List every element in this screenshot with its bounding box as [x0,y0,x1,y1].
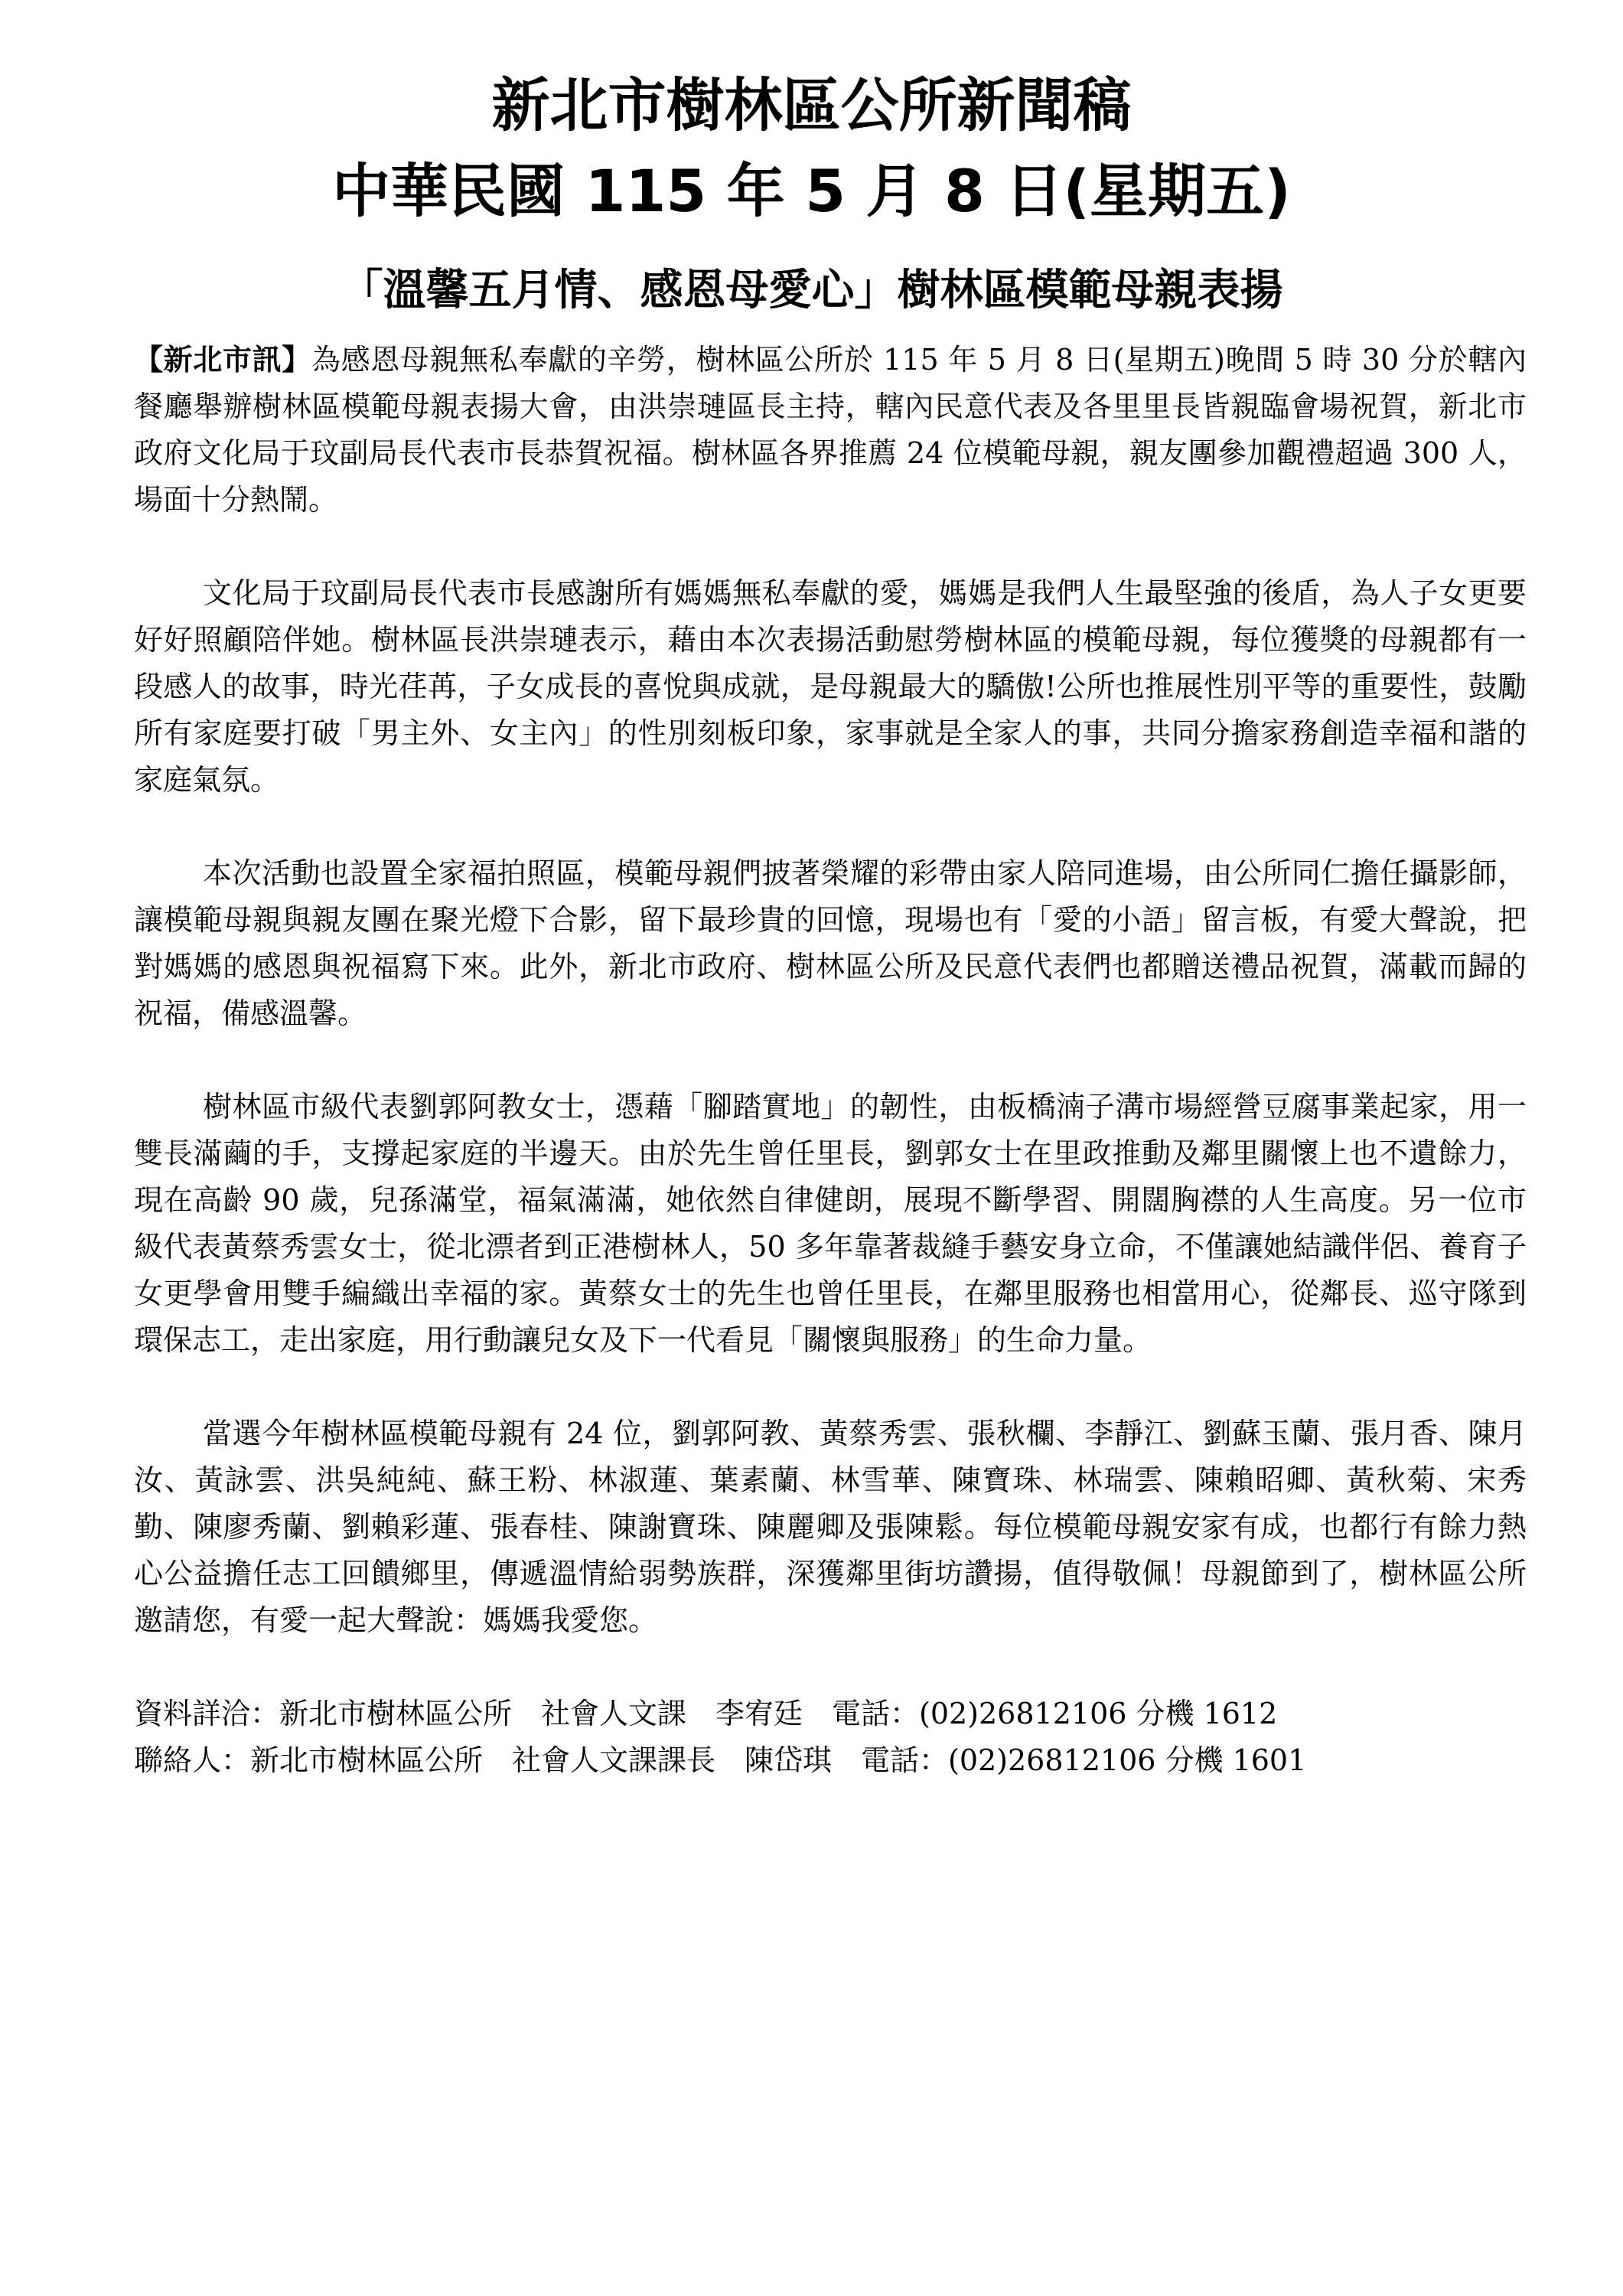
paragraph-4: 樹林區市級代表劉郭阿教女士，憑藉「腳踏實地」的韌性，由板橋湳子溝市場經營豆腐事業起家，用一雙長滿繭的手，支撐起家庭的半邊天。由於先生曾任里長，劉郭女士在里政推動及鄰里關懷上也不遺餘力，現在高齡 90 歲，兒孫滿堂，福氣滿滿，她依然自律健朗，展現不斷學習、開闊胸襟的人生高度。另一位市級代表黃蔡秀雲女士，從北漂者到正港樹林人，50 多年靠著裁縫手藝安身立命，不僅讓她結識伴侶、養育子女更學會用雙手編織出幸福的家。黃蔡女士的先生也曾任里長，在鄰里服務也相當用心，從鄰長、巡守隊到環保志工，走出家庭，用行動讓兒女及下一代看見「關懷與服務」的生命力量。 [134,1090,1527,1357]
contact-info-line: 資料詳洽：新北市樹林區公所 社會人文課 李宥廷 電話：(02)26812106 分機 1612 [134,1697,1278,1730]
article-body [134,337,1527,1784]
contact-block [134,1691,1527,1784]
contact-person-line: 聯絡人：新北市樹林區公所 社會人文課課長 陳岱琪 電話：(02)26812106 分機 1601 [134,1743,1307,1777]
paragraph-1-text: 為感恩母親無私奉獻的辛勞，樹林區公所於 115 年 5 月 8 日(星期五)晚間 5 時 30 分於轄內餐廳舉辦樹林區模範母親表揚大會，由洪崇璉區長主持，轄內民意代表及各里里長皆親臨會場祝賀，新北市政府文化局于玟副局長代表市長恭賀祝福。樹林區各界推薦 24 位模範母親，親友團參加觀禮超過 300 人，場面十分熱鬧。 [134,343,1527,517]
lead-tag: 【新北市訊】 [134,343,311,377]
paragraph-5: 當選今年樹林區模範母親有 24 位，劉郭阿教、黃蔡秀雲、張秋欄、李靜江、劉蘇玉蘭、張月香、陳月汝、黃詠雲、洪吳純純、蘇王粉、林淑蓮、葉素蘭、林雪華、陳寶珠、林瑞雲、陳賴昭卿、黃秋菊、宋秀勤、陳廖秀蘭、劉賴彩蓮、張春桂、陳謝寶珠、陳麗卿及張陳鬆。每位模範母親安家有成，也都行有餘力熱心公益擔任志工回饋鄉里，傳遞溫情給弱勢族群，深獲鄰里街坊讚揚，值得敬佩！母親節到了，樹林區公所邀請您，有愛一起大聲說：媽媽我愛您。 [134,1417,1527,1637]
paragraph-1 [134,337,1527,523]
paragraph-2: 文化局于玟副局長代表市長感謝所有媽媽無私奉獻的愛，媽媽是我們人生最堅強的後盾，為人子女更要好好照顧陪伴她。樹林區長洪崇璉表示，藉由本次表揚活動慰勞樹林區的模範母親，每位獲獎的母親都有一段感人的故事，時光荏苒，子女成長的喜悅與成就，是母親最大的驕傲!公所也推展性別平等的重要性，鼓勵所有家庭要打破「男主外、女主內」的性別刻板印象，家事就是全家人的事，共同分擔家務創造幸福和諧的家庭氣氛。 [134,576,1527,797]
office-title: 新北市樹林區公所新聞稿 [491,71,1132,139]
paragraph-3: 本次活動也設置全家福拍照區，模範母親們披著榮耀的彩帶由家人陪同進場，由公所同仁擔任攝影師，讓模範母親與親友團在聚光燈下合影，留下最珍貴的回憶，現場也有「愛的小語」留言板，有愛大聲說，把對媽媽的感恩與祝福寫下來。此外，新北市政府、樹林區公所及民意代表們也都贈送禮品祝賀，滿載而歸的祝福，備感溫馨。 [134,856,1527,1030]
release-date: 中華民國 115 年 5 月 8 日(星期五) [332,157,1291,225]
headline: 「溫馨五月情、感恩母愛心」樹林區模範母親表揚 [340,266,1283,315]
